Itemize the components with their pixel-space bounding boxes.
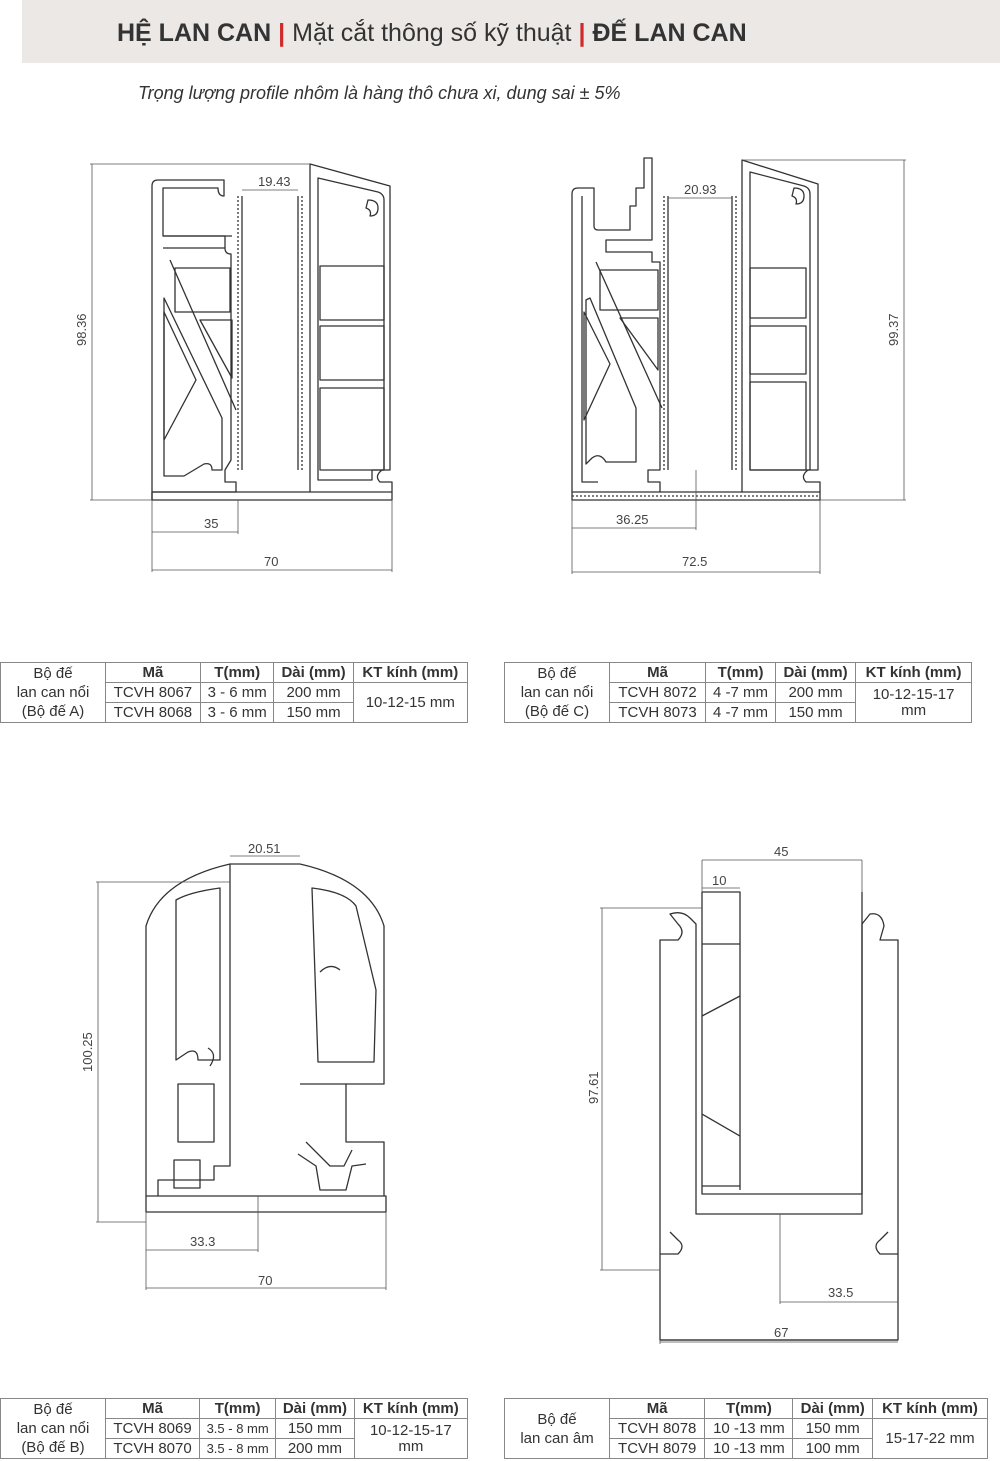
column-header-length: Dài (mm) [775, 663, 855, 683]
dim-b-half: 33.3 [190, 1234, 216, 1249]
title-separator-1: | [278, 19, 286, 47]
table-label: Bộ đế lan can nổi (Bộ đế C) [505, 663, 610, 723]
dim-a-width: 70 [264, 554, 279, 569]
dim-a-gap: 19.43 [258, 174, 291, 189]
weight-note: Trọng lượng profile nhôm là hàng thô chưa xi, dung sai ± 5% [138, 83, 621, 103]
column-header-t: T(mm) [705, 1399, 793, 1419]
table-row: TCVH 8079 10 -13 mm 100 mm [505, 1439, 988, 1459]
dim-c-gap: 20.93 [684, 182, 717, 197]
dim-b-width: 70 [258, 1273, 273, 1288]
column-header-code: Mã [106, 663, 201, 683]
dim-b-gap: 20.51 [248, 841, 281, 856]
column-header-length: Dài (mm) [793, 1399, 873, 1419]
title-part-3: ĐẾ LAN CAN [592, 19, 747, 47]
table-row: TCVH 8068 3 - 6 mm 150 mm [1, 703, 468, 723]
profile-drawing-d [660, 892, 898, 1340]
dim-c-width: 72.5 [682, 554, 708, 569]
dim-a-half: 35 [204, 516, 219, 531]
dimension-lines [90, 160, 906, 1344]
dim-d-width: 67 [774, 1325, 789, 1340]
dim-d-top: 45 [774, 844, 789, 859]
column-header-glass: KT kính (mm) [353, 663, 467, 683]
dim-d-height: 97.61 [586, 1071, 601, 1104]
spec-table-a [0, 662, 468, 723]
column-header-length: Dài (mm) [276, 1399, 354, 1419]
title-separator-2: | [578, 19, 586, 47]
spec-table-c [504, 662, 972, 723]
column-header-t: T(mm) [200, 663, 274, 683]
table-row: TCVH 8070 3.5 - 8 mm 200 mm [1, 1439, 468, 1459]
column-header-glass: KT kính (mm) [873, 1399, 988, 1419]
dim-b-height: 100.25 [80, 1032, 95, 1072]
profile-drawing-a [152, 164, 392, 500]
column-header-code: Mã [610, 1399, 705, 1419]
dim-c-height: 99.37 [886, 313, 901, 346]
table-label: Bộ đế lan can âm [505, 1399, 610, 1459]
dim-d-half: 33.5 [828, 1285, 854, 1300]
spec-table-b [0, 1398, 468, 1459]
column-header-code: Mã [106, 1399, 200, 1419]
glass-size: 15-17-22 mm [873, 1419, 988, 1459]
glass-size: 10-12-15 mm [353, 683, 467, 723]
column-header-length: Dài (mm) [274, 663, 353, 683]
glass-size: 10-12-15-17 mm [856, 683, 972, 723]
spec-table-d [504, 1398, 988, 1459]
table-label: Bộ đế lan can nổi (Bộ đế B) [1, 1399, 106, 1459]
table-row: TCVH 8073 4 -7 mm 150 mm [505, 703, 972, 723]
profile-drawing-c [572, 158, 820, 500]
column-header-t: T(mm) [706, 663, 776, 683]
table-row: TCVH 8067 3 - 6 mm 200 mm 10-12-15 mm [1, 683, 468, 703]
table-row: TCVH 8072 4 -7 mm 200 mm 10-12-15-17 mm [505, 683, 972, 703]
title-part-1: HỆ LAN CAN [117, 19, 272, 47]
column-header-glass: KT kính (mm) [856, 663, 972, 683]
dim-a-height: 98.36 [74, 313, 89, 346]
table-label: Bộ đế lan can nổi (Bộ đế A) [1, 663, 106, 723]
table-row: TCVH 8069 3.5 - 8 mm 150 mm 10-12-15-17 mm [1, 1419, 468, 1439]
column-header-glass: KT kính (mm) [354, 1399, 467, 1419]
dim-d-inner: 10 [712, 873, 727, 888]
title-part-2: Mặt cắt thông số kỹ thuật [292, 19, 572, 47]
glass-size: 10-12-15-17 mm [354, 1419, 467, 1459]
profile-drawing-b [146, 864, 386, 1212]
dim-c-half: 36.25 [616, 512, 649, 527]
column-header-code: Mã [610, 663, 706, 683]
column-header-t: T(mm) [200, 1399, 276, 1419]
table-row: TCVH 8078 10 -13 mm 150 mm 15-17-22 mm [505, 1419, 988, 1439]
